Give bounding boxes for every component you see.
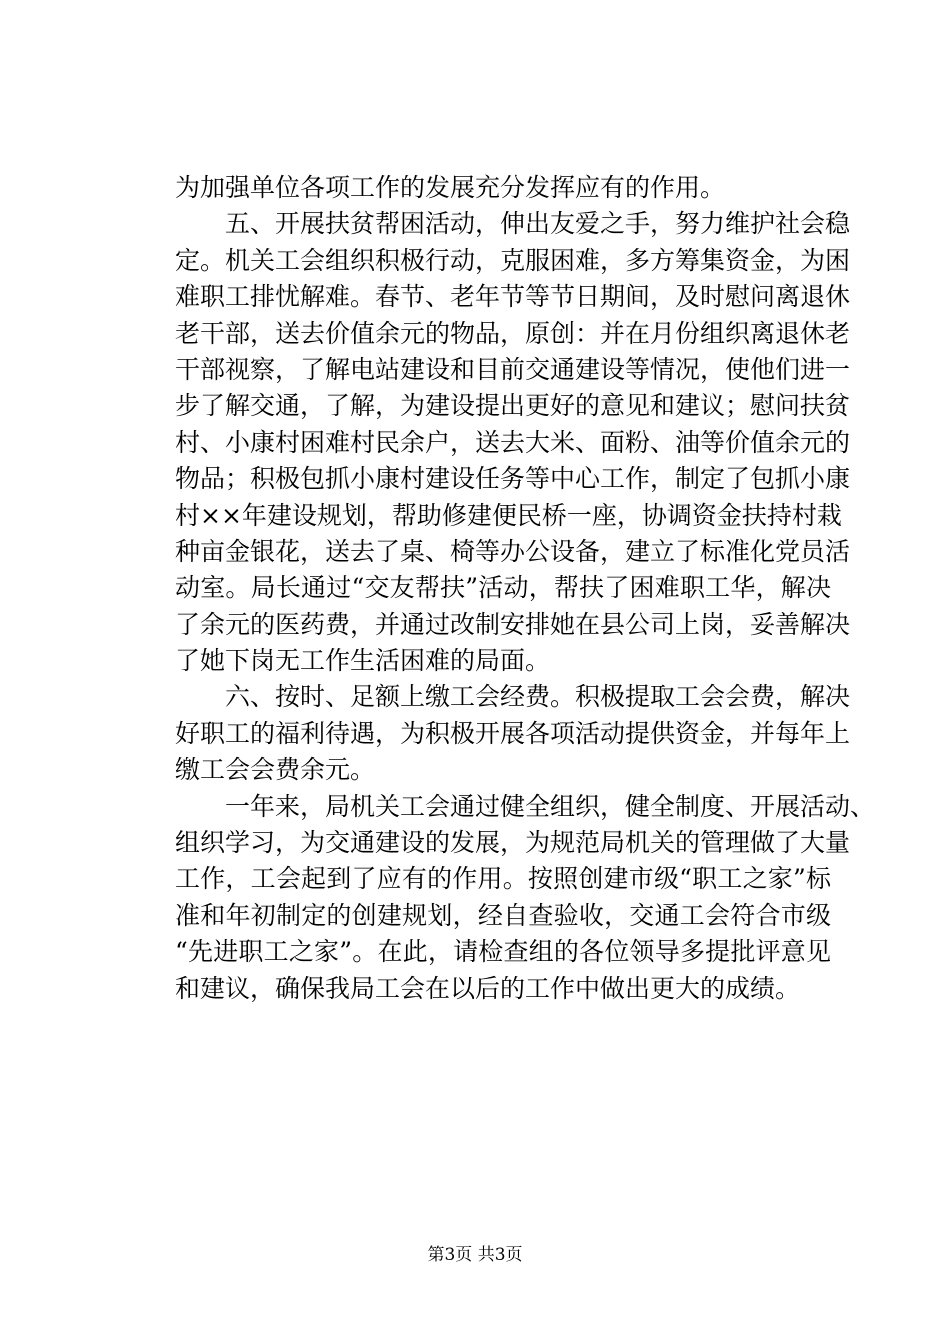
text-line: 了余元的医药费，并通过改制安排她在县公司上岗，妥善解决: [175, 609, 851, 639]
text-line: 老干部，送去价值余元的物品，原创：并在月份组织离退休老: [175, 318, 851, 348]
text-line: 定。机关工会组织积极行动，克服困难，多方筹集资金，为困: [175, 245, 851, 275]
text-line: 和建议，确保我局工会在以后的工作中做出更大的成绩。: [175, 973, 801, 1003]
text-line: 干部视察，了解电站建设和目前交通建设等情况，使他们进一: [175, 354, 851, 384]
text-line: 缴工会会费余元。: [175, 755, 376, 785]
text-line: 物品；积极包抓小康村建设任务等中心工作，制定了包抓小康: [175, 464, 851, 494]
text-line: 准和年初制定的创建规划，经自查验收，交通工会符合市级: [175, 900, 831, 930]
text-line: 为加强单位各项工作的发展充分发挥应有的作用。: [175, 173, 726, 202]
text-line: 一年来，局机关工会通过健全组织，健全制度、开展活动、: [225, 791, 876, 821]
text-line: 好职工的福利待遇，为积极开展各项活动提供资金，并每年上: [175, 718, 851, 748]
text-line: “先进职工之家”。在此，请检查组的各位领导多提批评意见: [175, 937, 831, 967]
text-line: 村、小康村困难村民余户，送去大米、面粉、油等价值余元的: [175, 427, 851, 457]
text-line: 组织学习，为交通建设的发展，为规范局机关的管理做了大量: [175, 828, 851, 858]
document-body: [175, 170, 876, 1007]
text-line: 五、开展扶贫帮困活动，伸出友爱之手，努力维护社会稳: [225, 209, 851, 239]
page-footer: [0, 1243, 950, 1267]
text-line: 六、按时、足额上缴工会经费。积极提取工会会费，解决: [225, 682, 851, 712]
text-line: 工作，工会起到了应有的作用。按照创建市级“职工之家”标: [175, 864, 831, 894]
text-line: 了她下岗无工作生活困难的局面。: [175, 646, 551, 676]
text-line: 步了解交通，了解，为建设提出更好的意见和建议；慰问扶贫: [175, 391, 851, 421]
page-number-label: 第3页 共3页: [427, 1245, 523, 1265]
text-line: 种亩金银花，送去了桌、椅等办公设备，建立了标准化党员活: [175, 536, 851, 566]
text-line: 动室。局长通过“交友帮扶”活动，帮扶了困难职工华，解决: [175, 573, 831, 603]
text-line: 难职工排忧解难。春节、老年节等节日期间，及时慰问离退休: [175, 282, 851, 312]
text-line: 村××年建设规划，帮助修建便民桥一座，协调资金扶持村栽: [175, 500, 842, 530]
